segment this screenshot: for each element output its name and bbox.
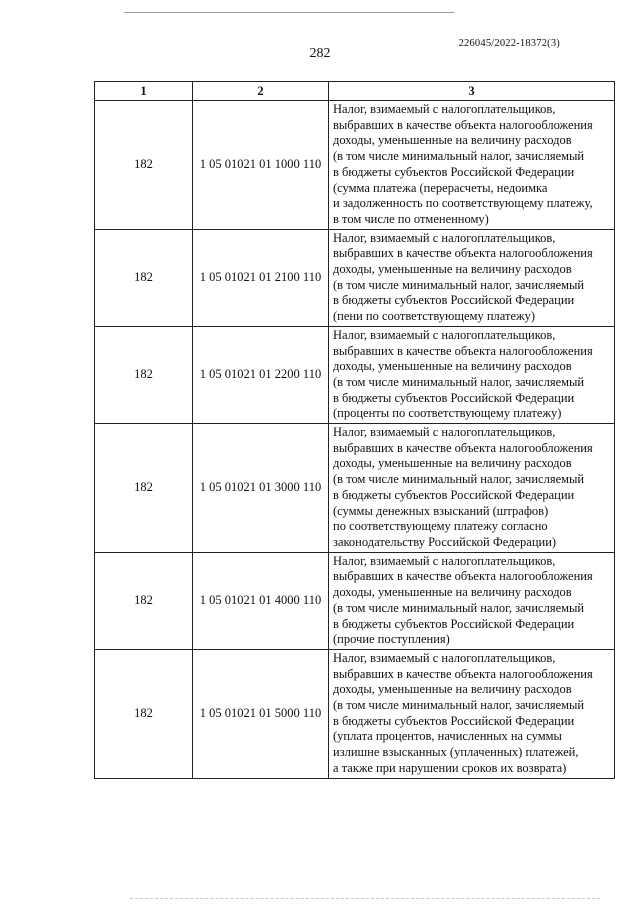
description-line: в бюджеты субъектов Российской Федерации — [333, 487, 575, 502]
description-line: (проценты по соответствующему платежу) — [333, 406, 562, 421]
description-line: в бюджеты субъектов Российской Федерации — [333, 390, 575, 405]
description-line: (сумма платежа (перерасчеты, недоимка — [333, 180, 548, 195]
column-header: 1 — [95, 82, 193, 101]
admin-code-cell: 182 — [95, 649, 193, 778]
document-reference: 226045/2022-18372(3) — [458, 38, 560, 49]
column-header: 2 — [193, 82, 329, 101]
description-line: в бюджеты субъектов Российской Федерации — [333, 293, 575, 308]
description-cell — [329, 424, 615, 553]
description-cell — [329, 552, 615, 649]
description-line: законодательству Российской Федерации) — [333, 534, 557, 549]
budget-classification-code-cell: 1 05 01021 01 5000 110 — [193, 649, 329, 778]
table-header-row — [95, 82, 615, 101]
description-line: (в том числе минимальный налог, зачисляемый — [333, 698, 585, 713]
description-line: доходы, уменьшенные на величину расходов — [333, 585, 572, 600]
description-line: а также при нарушении сроков их возврата) — [333, 760, 567, 775]
description-line: выбравших в качестве объекта налогообложения — [333, 440, 593, 455]
table-row — [95, 326, 615, 423]
budget-classification-code-cell: 1 05 01021 01 4000 110 — [193, 552, 329, 649]
table-row — [95, 101, 615, 230]
description-line: в бюджеты субъектов Российской Федерации — [333, 616, 575, 631]
description-line: (в том числе минимальный налог, зачисляемый — [333, 472, 585, 487]
admin-code-cell: 182 — [95, 229, 193, 326]
budget-classification-code-cell: 1 05 01021 01 1000 110 — [193, 101, 329, 230]
description-cell — [329, 326, 615, 423]
table-row — [95, 424, 615, 553]
description-line: (в том числе минимальный налог, зачисляемый — [333, 374, 585, 389]
description-line: Налог, взимаемый с налогоплательщиков, — [333, 650, 556, 665]
description-cell — [329, 229, 615, 326]
admin-code-cell: 182 — [95, 552, 193, 649]
description-line: (в том числе минимальный налог, зачисляемый — [333, 600, 585, 615]
description-line: в бюджеты субъектов Российской Федерации — [333, 164, 575, 179]
description-line: (в том числе минимальный налог, зачисляемый — [333, 277, 585, 292]
bottom-rule — [130, 898, 600, 899]
description-line: (в том числе минимальный налог, зачисляемый — [333, 149, 585, 164]
description-line: выбравших в качестве объекта налогообложения — [333, 569, 593, 584]
budget-codes-table — [94, 81, 615, 779]
description-line: выбравших в качестве объекта налогообложения — [333, 343, 593, 358]
description-line: выбравших в качестве объекта налогообложения — [333, 666, 593, 681]
description-line: доходы, уменьшенные на величину расходов — [333, 133, 572, 148]
description-line: (прочие поступления) — [333, 632, 450, 647]
table-body — [95, 101, 615, 779]
page-number: 282 — [309, 46, 331, 61]
admin-code-cell: 182 — [95, 101, 193, 230]
description-line: Налог, взимаемый с налогоплательщиков, — [333, 327, 556, 342]
description-line: доходы, уменьшенные на величину расходов — [333, 456, 572, 471]
table-row — [95, 229, 615, 326]
description-line: в том числе по отмененному) — [333, 211, 489, 226]
description-line: (пени по соответствующему платежу) — [333, 309, 536, 324]
table-row — [95, 552, 615, 649]
description-line: (суммы денежных взысканий (штрафов) — [333, 503, 549, 518]
description-line: выбравших в качестве объекта налогообложения — [333, 117, 593, 132]
column-header: 3 — [329, 82, 615, 101]
description-line: доходы, уменьшенные на величину расходов — [333, 262, 572, 277]
description-line: и задолженность по соответствующему платежу, — [333, 196, 593, 211]
description-line: Налог, взимаемый с налогоплательщиков, — [333, 425, 556, 440]
description-line: выбравших в качестве объекта налогообложения — [333, 246, 593, 261]
description-cell — [329, 649, 615, 778]
description-line: излишне взысканных (уплаченных) платежей, — [333, 745, 579, 760]
table-row — [95, 649, 615, 778]
budget-classification-code-cell: 1 05 01021 01 3000 110 — [193, 424, 329, 553]
description-cell — [329, 101, 615, 230]
description-line: Налог, взимаемый с налогоплательщиков, — [333, 102, 556, 116]
description-line: Налог, взимаемый с налогоплательщиков, — [333, 230, 556, 245]
description-line: доходы, уменьшенные на величину расходов — [333, 359, 572, 374]
admin-code-cell: 182 — [95, 326, 193, 423]
budget-classification-code-cell: 1 05 01021 01 2100 110 — [193, 229, 329, 326]
description-line: доходы, уменьшенные на величину расходов — [333, 682, 572, 697]
description-line: в бюджеты субъектов Российской Федерации — [333, 713, 575, 728]
description-line: (уплата процентов, начисленных на суммы — [333, 729, 562, 744]
budget-classification-code-cell: 1 05 01021 01 2200 110 — [193, 326, 329, 423]
description-line: Налог, взимаемый с налогоплательщиков, — [333, 553, 556, 568]
top-rule — [124, 12, 454, 13]
description-line: по соответствующему платежу согласно — [333, 519, 548, 534]
admin-code-cell: 182 — [95, 424, 193, 553]
